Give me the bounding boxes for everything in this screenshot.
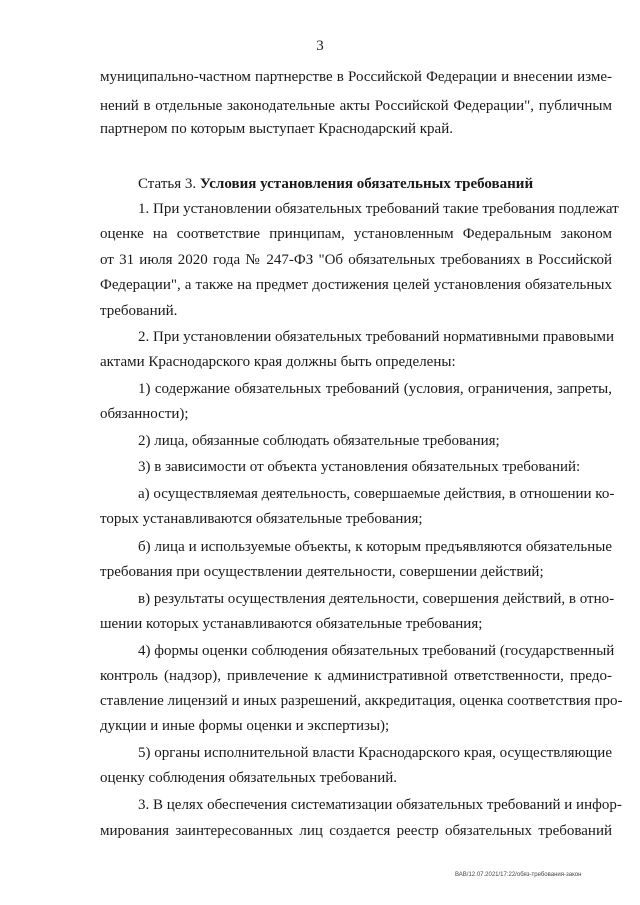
text-line: требования при осуществлении деятельности, совершении действий; xyxy=(100,564,544,580)
text-line: муниципально-частном партнерстве в Российской Федерации и внесении изме- xyxy=(100,69,612,85)
text-line: 3. В целях обеспечения систематизации обязательных требований и инфор- xyxy=(138,797,622,813)
text-line: партнером по которым выступает Краснодарский край. xyxy=(100,121,453,137)
text-line: 4) формы оценки соблюдения обязательных требований (государственный xyxy=(138,643,615,659)
article-heading-title: Условия установления обязательных требований xyxy=(199,176,534,192)
text-line: 1) содержание обязательных требований (условия, ограничения, запреты, xyxy=(138,381,612,397)
text-line: мирования заинтересованных лиц создается реестр обязательных требований xyxy=(100,823,612,839)
text-line: б) лица и используемые объекты, к которым предъявляются обязательные xyxy=(138,539,612,555)
text-line: требований. xyxy=(100,303,178,319)
text-line: в) результаты осуществления деятельности, совершения действий, в отно- xyxy=(138,591,615,607)
text-line: нений в отдельные законодательные акты Российской Федерации", публичным xyxy=(100,98,612,114)
text-line: шении которых устанавливаются обязательные требования; xyxy=(100,616,483,632)
article-heading-label: Статья 3. xyxy=(138,176,197,192)
text-line: 2) лица, обязанные соблюдать обязательные требования; xyxy=(138,433,500,449)
text-line: торых устанавливаются обязательные требования; xyxy=(100,511,423,527)
text-line: от 31 июля 2020 года № 247-ФЗ "Об обязательных требованиях в Российской xyxy=(100,252,612,268)
text-line: обязанности); xyxy=(100,406,189,422)
text-line: 5) органы исполнительной власти Краснодарского края, осуществляющие xyxy=(138,745,612,761)
text-line: 3) в зависимости от объекта установления обязательных требований: xyxy=(138,459,581,475)
text-line: оценке на соответствие принципам, установленным Федеральным законом xyxy=(100,226,612,242)
text-line: 2. При установлении обязательных требований нормативными правовыми xyxy=(138,329,615,345)
text-line: ставление лицензий и иных разрешений, аккредитация, оценка соответствия про- xyxy=(100,693,623,709)
text-line: оценку соблюдения обязательных требований. xyxy=(100,770,398,786)
article-heading xyxy=(138,175,533,193)
footer-stamp: ВАВ/12.07.2021/17:22/обяз-требования-закон xyxy=(455,872,582,878)
text-line: дукции и иные формы оценки и экспертизы); xyxy=(100,718,390,734)
text-line: актами Краснодарского края должны быть определены: xyxy=(100,354,456,370)
text-line: Федерации", а также на предмет достижения целей установления обязательных xyxy=(100,277,612,293)
text-line: 1. При установлении обязательных требований такие требования подлежат xyxy=(138,201,619,217)
page-number: 3 xyxy=(316,38,324,54)
text-line: а) осуществляемая деятельность, совершаемые действия, в отношении ко- xyxy=(138,486,615,502)
text-line: контроль (надзор), привлечение к административной ответственности, предо- xyxy=(100,668,612,684)
